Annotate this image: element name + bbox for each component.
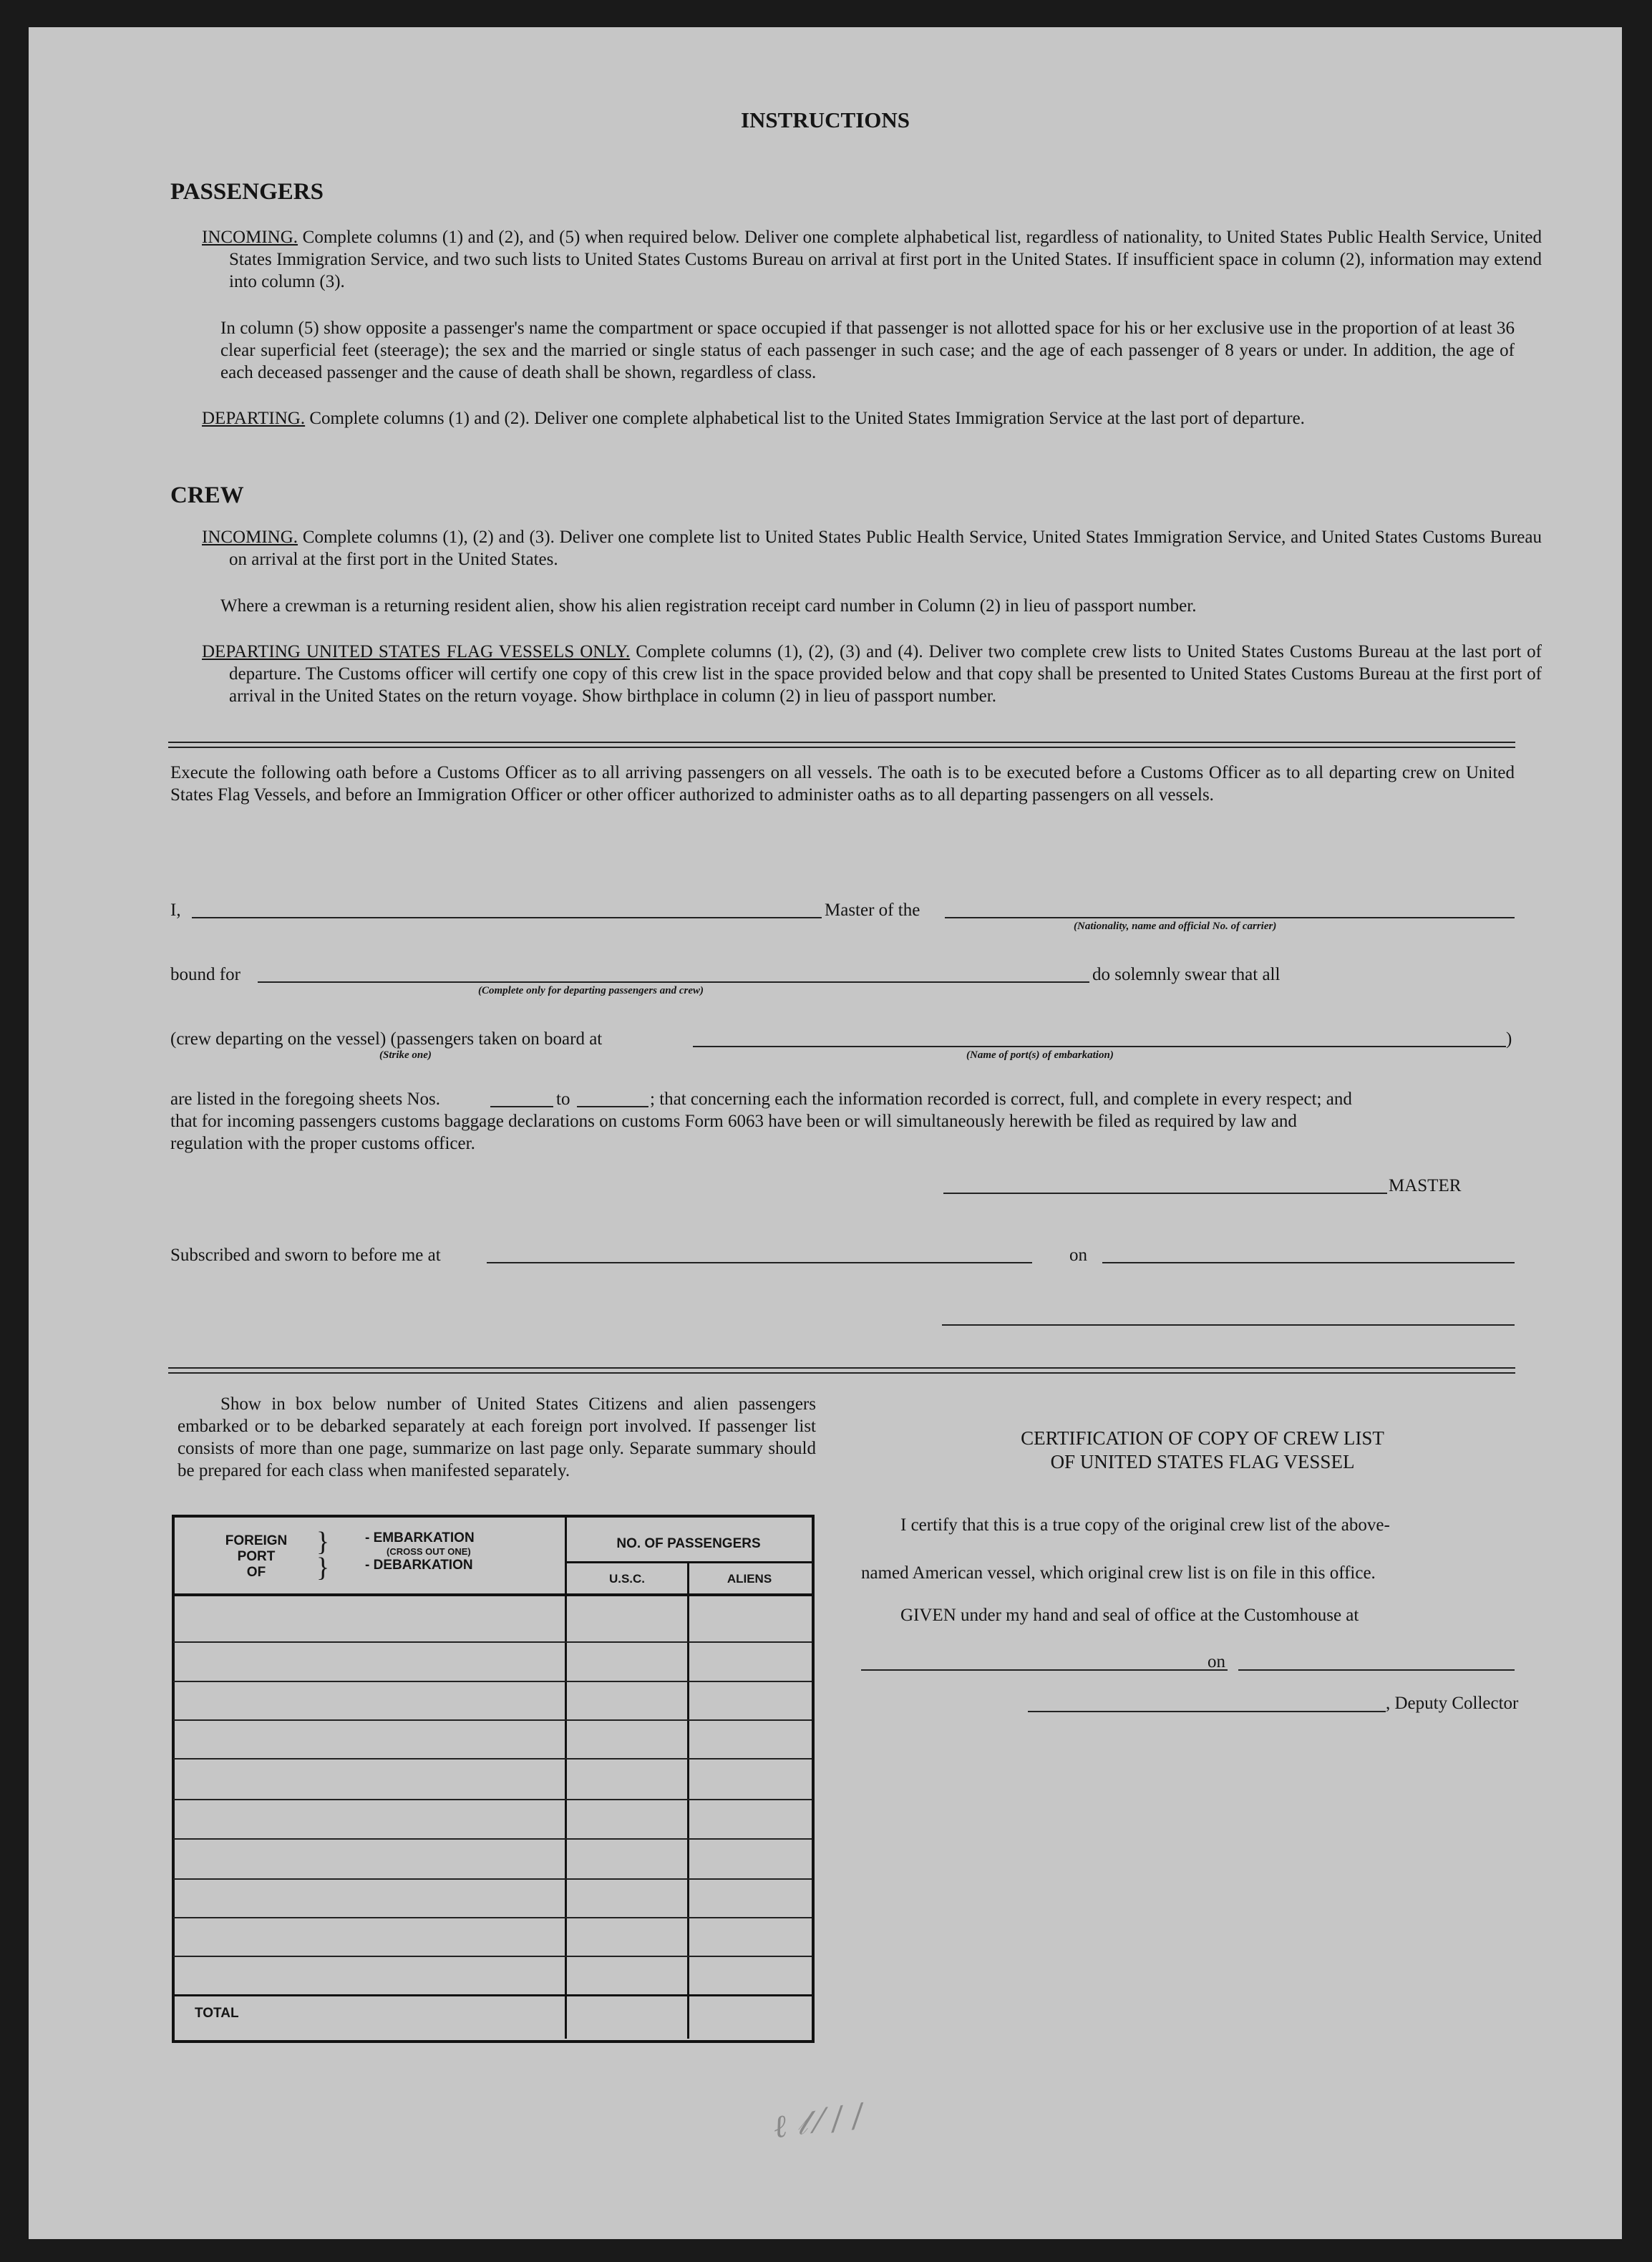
sworn-at-field[interactable]	[487, 1262, 1032, 1263]
oath-master-of: Master of the	[825, 901, 920, 920]
table-row-line	[173, 1956, 812, 1957]
table-row-line	[173, 1799, 812, 1800]
table-total-label: TOTAL	[195, 2006, 239, 2021]
table-row-line	[173, 1917, 812, 1918]
passengers-heading: PASSENGERS	[170, 179, 324, 205]
cert-heading-2: OF UNITED STATES FLAG VESSEL	[1050, 1451, 1355, 1472]
passengers-departing	[202, 407, 1542, 429]
cert-date-field[interactable]	[1238, 1669, 1515, 1671]
passengers-incoming-text: Complete columns (1) and (2), and (5) when required below. Deliver one complete alphabetical list, regardless of nationality, to United States Public Health Service, United States Immigration Service, and two such lists to United States Customs Bureau on arrival at first port in the United States. If insufficient space in column (2), information may extend into column (3).	[229, 228, 1542, 291]
header-usc: U.S.C.	[608, 1572, 646, 1586]
crew-incoming	[202, 526, 1542, 571]
passengers-incoming-label: INCOMING.	[202, 228, 298, 247]
table-row-line	[173, 1641, 812, 1643]
section-divider-bottom	[168, 1367, 1515, 1374]
table-row-line	[173, 1838, 812, 1840]
oath-crew-departing: (crew departing on the vessel) (passengers taken on board at	[170, 1029, 603, 1049]
table-subheader-line	[565, 1561, 812, 1563]
page-title: INSTRUCTIONS	[740, 107, 910, 132]
cert-deputy: , Deputy Collector	[1386, 1694, 1519, 1713]
oath-listed-d: regulation with the proper customs officer.	[170, 1134, 475, 1153]
header-no-passengers: NO. OF PASSENGERS	[616, 1536, 761, 1551]
oath-master-label: MASTER	[1389, 1176, 1462, 1195]
oath-listed-to: to	[556, 1089, 570, 1109]
crew-departing-label: DEPARTING UNITED STATES FLAG VESSELS ONLY.	[202, 642, 631, 661]
strike-one-caption: (Strike one)	[379, 1049, 432, 1061]
oath-intro: Execute the following oath before a Customs Officer as to all arriving passengers on all vessels. The oath is to be executed before a Customs Officer as to all departing crew on United States Flag Vessels, and before an Immigration Officer or other officer authorized to administer oaths as to all departing passengers on all vessels.	[170, 763, 1515, 805]
table-header-line	[173, 1593, 812, 1596]
crew-departing	[202, 641, 1542, 707]
oath-listed-b: ; that concerning each the information recorded is correct, full, and complete in every respect; and	[650, 1089, 1352, 1109]
table-row-line	[173, 1681, 812, 1682]
ports-caption: (Name of port(s) of embarkation)	[966, 1049, 1114, 1061]
section-divider-top	[168, 742, 1515, 748]
bound-for-field[interactable]	[258, 981, 1089, 983]
table-row-line	[173, 1878, 812, 1880]
cert-certify-a: I certify that this is a true copy of the original crew list of the above-	[900, 1515, 1390, 1535]
oath-listed-a: are listed in the foregoing sheets Nos.	[170, 1089, 440, 1109]
table-col-divider-2	[687, 1563, 689, 2039]
cert-given: GIVEN under my hand and seal of office at the Customhouse at	[900, 1606, 1359, 1625]
oath-listed-c: that for incoming passengers customs baggage declarations on customs Form 6063 have been or will simultaneously herewith be filed as required by law and	[170, 1112, 1297, 1131]
cert-heading-1: CERTIFICATION OF COPY OF CREW LIST	[1021, 1427, 1384, 1449]
form-page	[29, 27, 1622, 2239]
passengers-departing-text: Complete columns (1) and (2). Deliver one complete alphabetical list to the United States Immigration Service at the last port of departure.	[309, 409, 1305, 428]
passengers-incoming	[202, 226, 1542, 293]
oath-subscribed: Subscribed and sworn to before me at	[170, 1246, 441, 1265]
header-debarkation: - DEBARKATION	[365, 1558, 473, 1573]
brace-debarkation: }	[316, 1553, 330, 1583]
deputy-signature-field[interactable]	[1028, 1711, 1386, 1712]
crew-incoming-label: INCOMING.	[202, 528, 298, 547]
cert-certify-b: named American vessel, which original crew list is on file in this office.	[861, 1563, 1376, 1583]
master-name-field[interactable]	[192, 917, 822, 918]
customhouse-field[interactable]	[861, 1669, 1228, 1671]
oath-on: on	[1069, 1246, 1087, 1265]
nationality-caption: (Nationality, name and official No. of carrier)	[1074, 921, 1277, 932]
complete-caption: (Complete only for departing passengers and crew)	[478, 985, 704, 996]
table-row-line	[173, 1719, 812, 1721]
oath-close-paren: )	[1506, 1029, 1512, 1049]
oath-bound-for: bound for	[170, 965, 240, 984]
sheet-to-field[interactable]	[577, 1106, 648, 1107]
header-aliens: ALIENS	[727, 1572, 772, 1586]
cert-on: on	[1208, 1652, 1225, 1671]
header-embarkation: - EMBARKATION	[365, 1530, 475, 1545]
passengers-departing-label: DEPARTING.	[202, 409, 306, 428]
summary-instructions: Show in box below number of United States Citizens and alien passengers embarked or to be debarked separately at each foreign port involved. If passenger list consists of more than one page, summarize on last page only. Separate summary should be prepared for each class when manifested separately.	[178, 1394, 816, 1480]
officer-signature-field[interactable]	[942, 1324, 1515, 1326]
brace-embarkation: }	[316, 1527, 330, 1557]
crew-departing-text: Complete columns (1), (2), (3) and (4). Deliver two complete crew lists to United States Customs Bureau at the last port of departure. The Customs officer will certify one copy of this crew list in the space provided below and that copy shall be presented to United States Customs Bureau at the first port of arrival in the United States on the return voyage. Show birthplace in column (2) in lieu of passport number.	[229, 642, 1542, 706]
ports-field[interactable]	[693, 1046, 1506, 1047]
crew-resident: Where a crewman is a returning resident alien, show his alien registration receipt card number in Column (2) in lieu of passport number.	[220, 596, 1197, 616]
oath-i-label: I,	[170, 901, 181, 920]
header-cross-out: (CROSS OUT ONE)	[387, 1546, 471, 1557]
header-foreign: FOREIGN	[225, 1533, 288, 1548]
carrier-field[interactable]	[945, 917, 1515, 918]
crew-heading: CREW	[170, 482, 244, 508]
sworn-on-field[interactable]	[1102, 1262, 1515, 1263]
header-port: PORT	[237, 1549, 276, 1564]
sheet-from-field[interactable]	[490, 1106, 553, 1107]
handwritten-mark: ℓ 𝓁 ⁄ ∕ ∕	[771, 2097, 865, 2146]
oath-swear: do solemnly swear that all	[1092, 965, 1281, 984]
table-total-line	[173, 1994, 812, 1996]
master-signature-field[interactable]	[943, 1193, 1387, 1194]
header-of: OF	[246, 1565, 266, 1580]
passengers-column5: In column (5) show opposite a passenger's name the compartment or space occupied if that passenger is not allotted space for his or her exclusive use in the proportion of at least 36 clear superficial feet (steerage); the sex and the married or single status of each passenger in such case; and the age of each passenger of 8 years or under. In addition, the age of each deceased passenger and the cause of death shall be shown, regardless of class.	[220, 319, 1515, 382]
table-row-line	[173, 1758, 812, 1759]
crew-incoming-text: Complete columns (1), (2) and (3). Deliver one complete list to United States Public Health Service, United States Immigration Service, and United States Customs Bureau on arrival at the first port in the United States.	[229, 528, 1542, 569]
